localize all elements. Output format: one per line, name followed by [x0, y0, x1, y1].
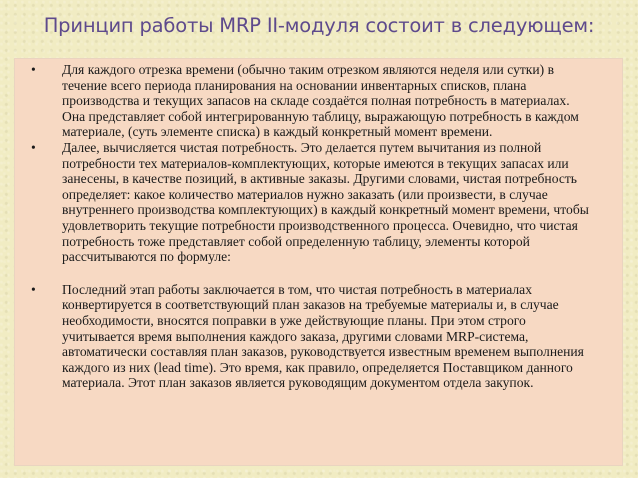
bullet-text: Для каждого отрезка времени (обычно таким отрезком являются неделя или сутки) в течение всего периода планирования на основании инвентарных списков, плана производства и текущих запасов на складе создаётся полная потребность в материалах. Она представляет собой интегрированную таблицу, выражающую потребность в каждом материале, (суть элементе списка) в каждый конкретный момент времени. [62, 62, 579, 140]
bullet-icon: • [31, 62, 36, 77]
slide-title: Принцип работы MRP II-модуля состоит в следующем: [43, 14, 595, 37]
bullet-list [15, 62, 622, 391]
bullet-text: Последний этап работы заключается в том, что чистая потребность в материалах конвертируется в соответствующий план заказов на требуемые материалы и, в случае необходимости, вносятся поправки в уже действующие планы. При этом строго учитывается время выполнения каждого заказа, другими словами MRP-система, автоматически составляя план заказов, руководствуется известным временем выполнения каждого из них (lead time). Это время, как правило, определяется Поставщиком данного материала. Этот план заказов является руководящим документом отдела закупок. [62, 281, 584, 391]
bullet-item-order-plan [15, 282, 622, 391]
bullet-item-net-requirement [15, 140, 622, 265]
bullet-icon: • [31, 139, 36, 155]
bullet-text: Далее, вычисляется чистая потребность. Это делается путем вычитания из полной потребности тех материалов-комплектующих, которые имеются в текущих запасах или занесены, в качестве позиций, в активные заказы. Другими словами, чистая потребность определяет: какое количество материалов нужно заказать (или произвести, в случае внутреннего производства комплектующих) в каждый конкретный момент времени, чтобы удовлетворить текущие потребности производственного процесса. Очевидно, что чистая потребность тоже представляет собой определенную таблицу, элементы которой рассчитываются по формуле: [62, 139, 589, 265]
content-box [14, 58, 623, 466]
bullet-item-full-requirement [15, 62, 622, 140]
bullet-icon: • [31, 281, 36, 297]
